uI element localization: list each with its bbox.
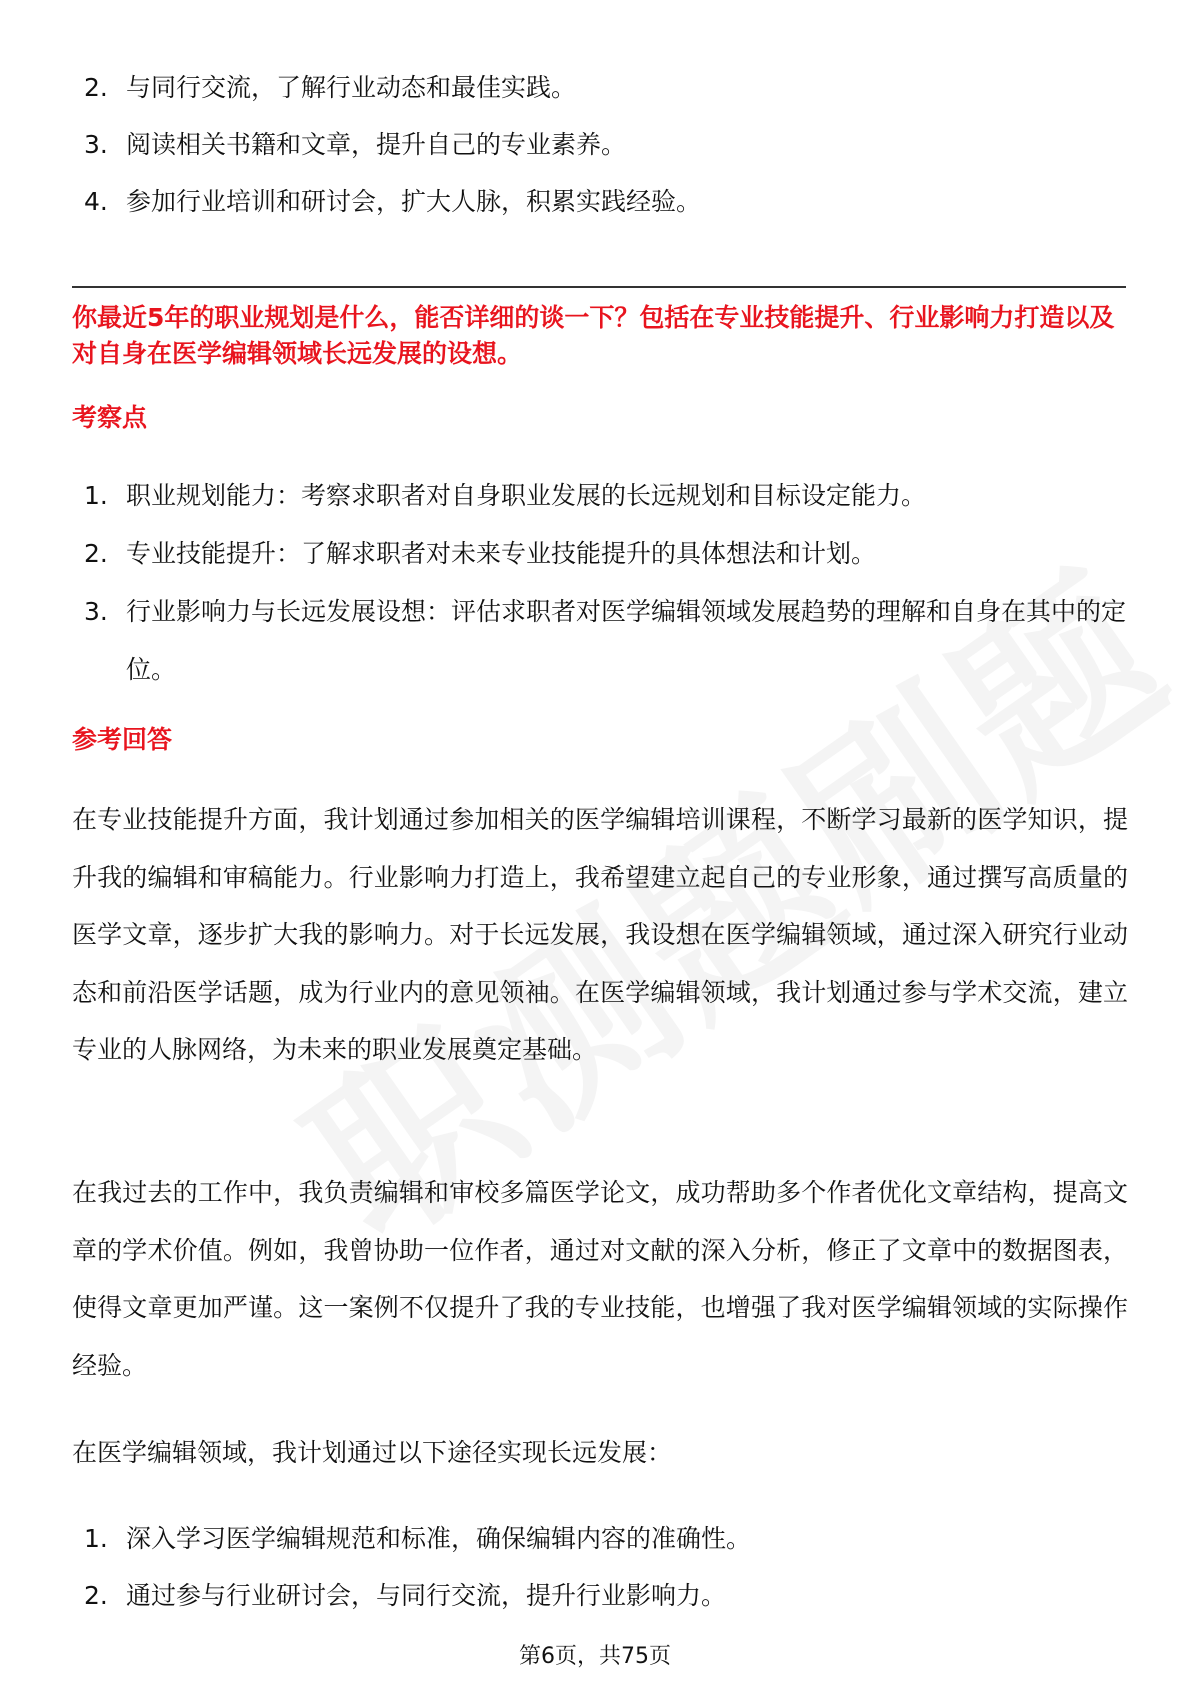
list-item-number: 1. xyxy=(84,1524,108,1553)
answer-heading: 参考回答 xyxy=(72,725,173,754)
answer-paragraph: 在我过去的工作中，我负责编辑和审校多篇医学论文，成功帮助多个作者优化文章结构，提高文章的学术价值。例如，我曾协助一位作者，通过对文献的深入分析，修正了文章中的数据图表，使得文章更加严谨。这一案例不仅提升了我的专业技能，也增强了我对医学编辑领域的实际操作经验。 xyxy=(72,1178,1128,1380)
list-item xyxy=(74,116,1134,173)
list-item-number: 3. xyxy=(84,130,108,159)
continued-list xyxy=(74,59,1134,230)
list-item-number: 4. xyxy=(84,187,108,216)
list-item xyxy=(74,467,1130,525)
list-item xyxy=(74,173,1134,230)
list-item-text: 职业规划能力：考察求职者对自身职业发展的长远规划和目标设定能力。 xyxy=(126,481,927,510)
list-item xyxy=(74,525,1130,583)
interview-question: 你最近5年的职业规划是什么，能否详细的谈一下？包括在专业技能提升、行业影响力打造以及对自身在医学编辑领域长远发展的设想。 xyxy=(72,303,1115,368)
list-item-text: 通过参与行业研讨会，与同行交流，提升行业影响力。 xyxy=(126,1581,727,1610)
list-item-number: 2. xyxy=(84,1581,108,1610)
section-divider xyxy=(72,286,1126,288)
list-item-text: 与同行交流，了解行业动态和最佳实践。 xyxy=(126,73,577,102)
list-item xyxy=(74,1510,1130,1567)
list-item-text: 阅读相关书籍和文章，提升自己的专业素养。 xyxy=(126,130,627,159)
list-item-number: 2. xyxy=(84,539,108,568)
list-item-number: 1. xyxy=(84,481,108,510)
list-item xyxy=(74,1567,1130,1624)
list-item-number: 2. xyxy=(84,73,108,102)
plan-list xyxy=(74,1510,1130,1624)
list-item xyxy=(74,59,1134,116)
answer-paragraph: 在专业技能提升方面，我计划通过参加相关的医学编辑培训课程，不断学习最新的医学知识，提升我的编辑和审稿能力。行业影响力打造上，我希望建立起自己的专业形象，通过撰写高质量的医学文章，逐步扩大我的影响力。对于长远发展，我设想在医学编辑领域，通过深入研究行业动态和前沿医学话题，成为行业内的意见领袖。在医学编辑领域，我计划通过参与学术交流，建立专业的人脉网络，为未来的职业发展奠定基础。 xyxy=(72,805,1128,1064)
list-item-text: 行业影响力与长远发展设想：评估求职者对医学编辑领域发展趋势的理解和自身在其中的定位。 xyxy=(126,597,1127,684)
focus-heading: 考察点 xyxy=(72,403,148,432)
list-item-text: 深入学习医学编辑规范和标准，确保编辑内容的准确性。 xyxy=(126,1524,752,1553)
list-item-text: 专业技能提升：了解求职者对未来专业技能提升的具体想法和计划。 xyxy=(126,539,877,568)
list-item-text: 参加行业培训和研讨会，扩大人脉，积累实践经验。 xyxy=(126,187,702,216)
list-item xyxy=(74,583,1130,699)
list-item-number: 3. xyxy=(84,597,108,626)
page-footer: 第6页，共75页 xyxy=(519,1644,671,1669)
focus-list xyxy=(74,467,1130,699)
answer-paragraph: 在医学编辑领域，我计划通过以下途径实现长远发展： xyxy=(72,1438,673,1467)
